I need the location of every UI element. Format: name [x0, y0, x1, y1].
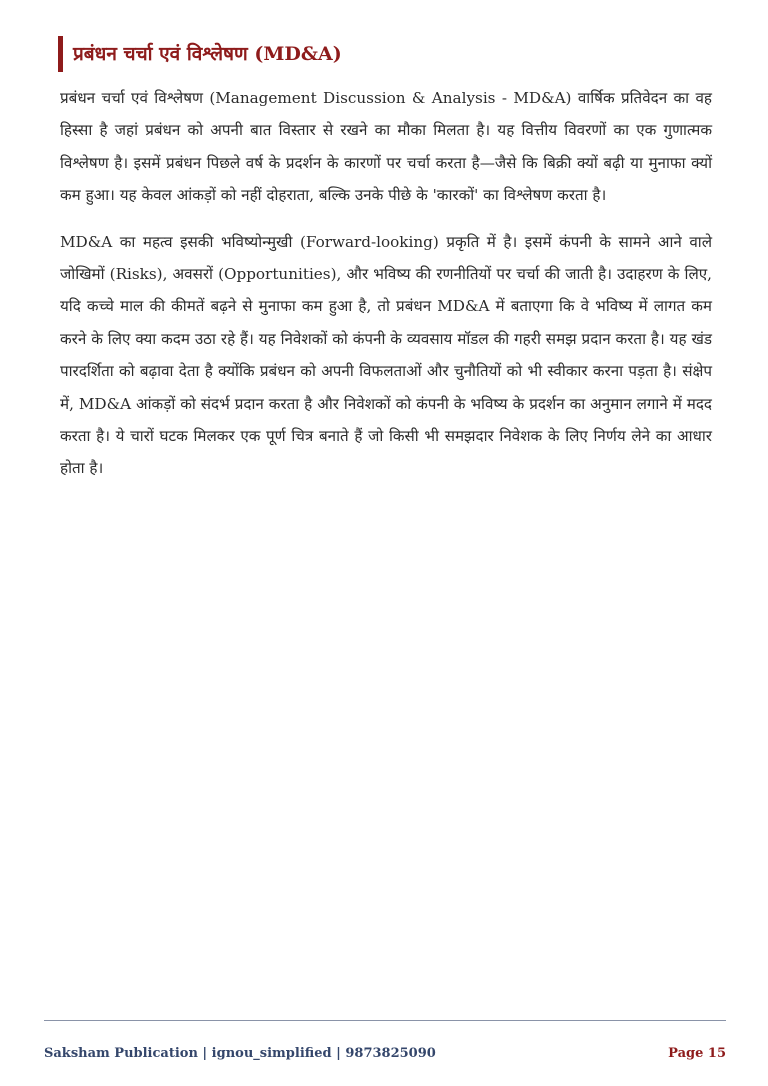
paragraph-importance: MD&A का महत्व इसकी भविष्योन्मुखी (Forward-looking) प्रकृति में है। इसमें कंपनी के सामने आने वाले जोखिमों (Risks), अवसरों (Opportunities), और भविष्य की रणनीतियों पर चर्चा की जाती है। उदाहरण के लिए, यदि कच्चे माल की कीमतें बढ़ने से मुनाफा कम हुआ है, तो प्रबंधन MD&A में बताएगा कि वे भविष्य में लागत कम करने के लिए क्या कदम उठा रहे हैं। यह निवेशकों को कंपनी के व्यवसाय मॉडल की गहरी समझ प्रदान करता है। यह खंड पारदर्शिता को बढ़ावा देता है क्योंकि प्रबंधन को अपनी विफलताओं और चुनौतियों को भी स्वीकार करना पड़ता है। संक्षेप में, MD&A आंकड़ों को संदर्भ प्रदान करता है और निवेशकों को कंपनी के भविष्य के प्रदर्शन का अनुमान लगाने में मदद करता है। ये चारों घटक मिलकर एक पूर्ण चित्र बनाते हैं जो किसी भी समझदार निवेशक के लिए निर्णय लेने का आधार होता है।	[60, 232, 712, 478]
page-number: Page 15	[668, 1046, 726, 1061]
paragraph-intro: प्रबंधन चर्चा एवं विश्लेषण (Management Discussion & Analysis - MD&A) वार्षिक प्रतिवेदन का वह हिस्सा है जहां प्रबंधन को अपनी बात विस्तार से रखने का मौका मिलता है। यह वित्तीय विवरणों का एक गुणात्मक विश्लेषण है। इसमें प्रबंधन पिछले वर्ष के प्रदर्शन के कारणों पर चर्चा करता है—जैसे कि बिक्री क्यों बढ़ी या मुनाफा क्यों कम हुआ। यह केवल आंकड़ों को नहीं दोहराता, बल्कि उनके पीछे के 'कारकों' का विश्लेषण करता है।	[60, 89, 712, 205]
section-heading	[58, 36, 718, 72]
section-title: प्रबंधन चर्चा एवं विश्लेषण (MD&A)	[73, 42, 342, 65]
body-text	[60, 82, 712, 499]
footer-publisher: Saksham Publication | ignou_simplified | 9873825090	[44, 1046, 436, 1061]
footer-divider	[44, 1020, 726, 1021]
